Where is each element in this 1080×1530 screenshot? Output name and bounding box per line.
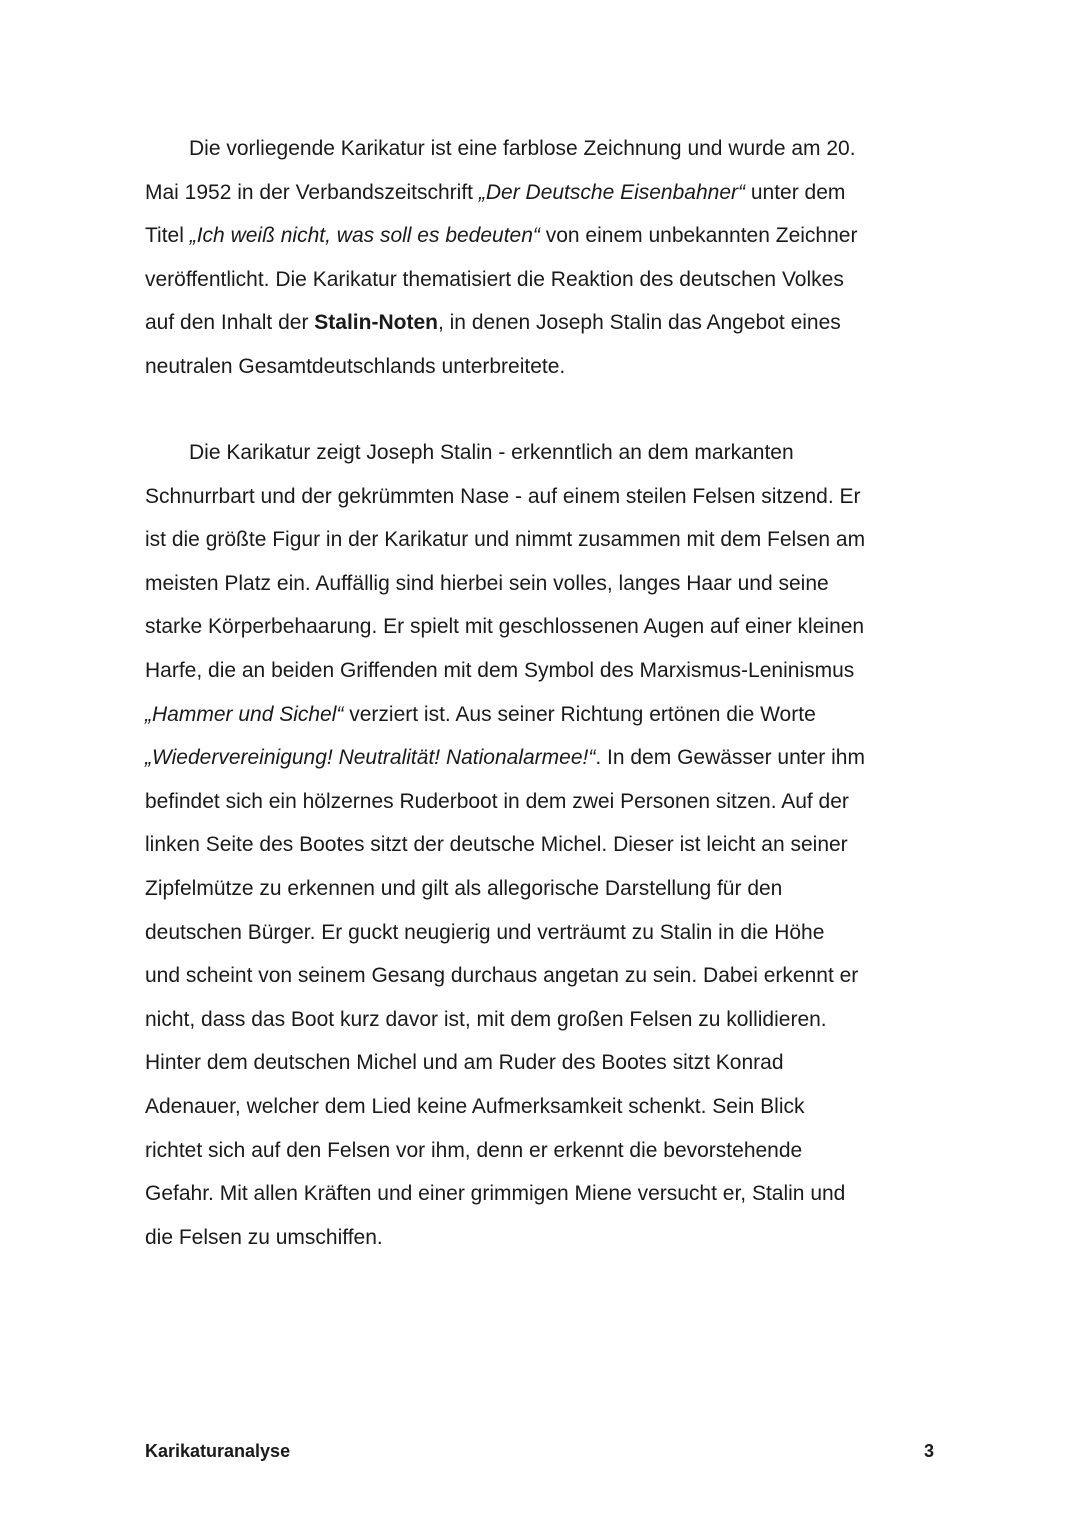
- italic-journal-title: „Der Deutsche Eisenbahner“: [478, 180, 745, 204]
- text-line: [145, 693, 945, 737]
- text-line: Die Karikatur zeigt Joseph Stalin - erkenntlich an dem markanten: [189, 441, 794, 464]
- footer-document-title: Karikaturanalyse: [145, 1441, 291, 1461]
- text-line: neutralen Gesamtdeutschlands unterbreitete.: [145, 354, 566, 378]
- footer-page-number: 3: [923, 1441, 934, 1461]
- text-run: . In dem Gewässer unter ihm: [595, 746, 865, 770]
- text-line: linken Seite des Bootes sitzt der deutsche Michel. Dieser ist leicht an seiner: [145, 833, 848, 857]
- text-run: Titel: [145, 224, 190, 248]
- text-line: veröffentlicht. Die Karikatur thematisiert die Reaktion des deutschen Volkes: [145, 267, 844, 291]
- text-line: Schnurrbart und der gekrümmten Nase - auf einem steilen Felsen sitzend. Er: [145, 484, 861, 508]
- text-line: richtet sich auf den Felsen vor ihm, denn er erkennt die bevorstehende: [145, 1138, 803, 1162]
- text-line: befindet sich ein hölzernes Ruderboot in dem zwei Personen sitzen. Auf der: [145, 789, 849, 813]
- bold-keyword: Stalin-Noten: [314, 311, 438, 335]
- text-run: , in denen Joseph Stalin das Angebot eines: [437, 311, 841, 335]
- italic-caricature-title: „Ich weiß nicht, was soll es bedeuten“: [189, 224, 540, 248]
- italic-symbol-name: „Hammer und Sichel“: [145, 702, 344, 726]
- text-run: unter dem: [745, 180, 846, 204]
- paragraph-description: [145, 431, 945, 1259]
- text-line: [145, 301, 945, 345]
- text-line: [145, 171, 945, 215]
- text-line: Harfe, die an beiden Griffenden mit dem Symbol des Marxismus-Leninismus: [145, 658, 855, 682]
- text-run: auf den Inhalt der: [145, 311, 315, 335]
- text-line: Gefahr. Mit allen Kräften und einer grimmigen Miene versucht er, Stalin und: [145, 1182, 846, 1206]
- text-line: Zipfelmütze zu erkennen und gilt als allegorische Darstellung für den: [145, 876, 783, 900]
- text-run: von einem unbekannten Zeichner: [539, 224, 858, 248]
- text-line: deutschen Bürger. Er guckt neugierig und verträumt zu Stalin in die Höhe: [145, 920, 825, 944]
- text-line: Adenauer, welcher dem Lied keine Aufmerksamkeit schenkt. Sein Blick: [145, 1094, 805, 1118]
- italic-quote: „Wiedervereinigung! Neutralität! Nationalarmee!“: [145, 746, 596, 770]
- text-line: ist die größte Figur in der Karikatur und nimmt zusammen mit dem Felsen am: [145, 528, 866, 552]
- text-run: verziert ist. Aus seiner Richtung ertönen die Worte: [343, 702, 816, 726]
- text-line: starke Körperbehaarung. Er spielt mit geschlossenen Augen auf einer kleinen: [145, 615, 865, 639]
- paragraph-introduction: [145, 127, 945, 389]
- text-line: meisten Platz ein. Auffällig sind hierbei sein volles, langes Haar und seine: [145, 571, 829, 595]
- text-line: Hinter dem deutschen Michel und am Ruder des Bootes sitzt Konrad: [145, 1051, 784, 1075]
- text-line: und scheint von seinem Gesang durchaus angetan zu sein. Dabei erkennt er: [145, 964, 859, 988]
- text-line: Die vorliegende Karikatur ist eine farblose Zeichnung und wurde am 20.: [189, 137, 856, 160]
- text-line: nicht, dass das Boot kurz davor ist, mit dem großen Felsen zu kollidieren.: [145, 1007, 827, 1031]
- text-line: [145, 736, 945, 780]
- text-line: die Felsen zu umschiffen.: [145, 1225, 383, 1249]
- text-line: [145, 214, 945, 258]
- text-run: Mai 1952 in der Verbandszeitschrift: [145, 180, 479, 204]
